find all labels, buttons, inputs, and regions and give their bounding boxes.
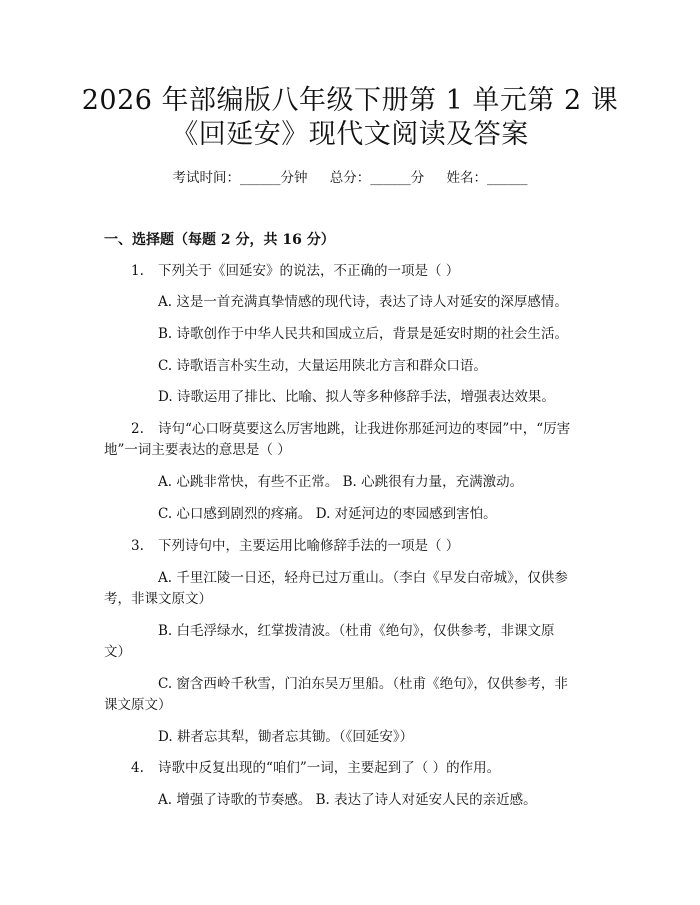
section-heading-choice: 一、选择题（每题 2 分，共 16 分） <box>104 232 335 248</box>
question-3 <box>131 536 459 556</box>
question-number: 2. <box>131 421 144 437</box>
q4-options-ab: A. 增强了诗歌的节奏感。 B. 表达了诗人对延安人民的亲近感。 <box>158 792 537 808</box>
q2-options-ab: A. 心跳非常快，有些不正常。 B. 心跳很有力量，充满激动。 <box>158 474 524 490</box>
q3-option-a-continuation: 考，非课文原文） <box>104 591 212 607</box>
question-4 <box>131 758 500 778</box>
question-text: 诗句“心口呀莫要这么厉害地跳，让我进你那延河边的枣园”中，“厉害 <box>158 421 571 437</box>
q3-option-d: D. 耕者忘其犁，锄者忘其锄。（《回延安》） <box>158 729 414 745</box>
exam-meta <box>0 168 700 188</box>
q3-option-a: A. 千里江陵一日还，轻舟已过万重山。（李白《早发白帝城》，仅供参 <box>158 570 568 586</box>
total-score-field: 总分：______分 <box>329 170 425 186</box>
document-title-line2: 《回延安》现代文阅读及答案 <box>171 119 529 150</box>
document-title-line1: 2026 年部编版八年级下册第 1 单元第 2 课 <box>81 85 619 116</box>
name-field: 姓名：______ <box>446 170 528 186</box>
q3-option-c: C. 窗含西岭千秋雪，门泊东吴万里船。（杜甫《绝句》，仅供参考，非 <box>158 676 568 692</box>
q3-option-b: B. 白毛浮绿水，红掌拨清波。（杜甫《绝句》，仅供参考，非课文原 <box>158 623 555 639</box>
q2-options-cd: C. 心口感到剧烈的疼痛。 D. 对延河边的枣园感到害怕。 <box>158 506 497 522</box>
question-number: 1. <box>131 263 144 279</box>
question-2-continuation: 地”一词主要表达的意思是（ ） <box>104 442 291 458</box>
q1-option-a: A. 这是一首充满真挚情感的现代诗，表达了诗人对延安的深厚感情。 <box>158 294 568 310</box>
exam-time-field: 考试时间：______分钟 <box>172 170 308 186</box>
question-number: 3. <box>131 538 144 554</box>
question-text: 下列诗句中，主要运用比喻修辞手法的一项是（ ） <box>158 538 460 554</box>
question-2 <box>131 419 570 439</box>
question-text: 下列关于《回延安》的说法，不正确的一项是（ ） <box>158 263 460 279</box>
question-1 <box>131 261 459 281</box>
q3-option-c-continuation: 课文原文） <box>104 697 172 713</box>
question-number: 4. <box>131 760 144 776</box>
q3-option-b-continuation: 文） <box>104 644 131 660</box>
q1-option-c: C. 诗歌语言朴实生动，大量运用陕北方言和群众口语。 <box>158 358 487 374</box>
q1-option-d: D. 诗歌运用了排比、比喻、拟人等多种修辞手法，增强表达效果。 <box>158 389 555 405</box>
question-text: 诗歌中反复出现的“咱们”一词，主要起到了（ ）的作用。 <box>158 760 501 776</box>
q1-option-b: B. 诗歌创作于中华人民共和国成立后，背景是延安时期的社会生活。 <box>158 326 569 342</box>
